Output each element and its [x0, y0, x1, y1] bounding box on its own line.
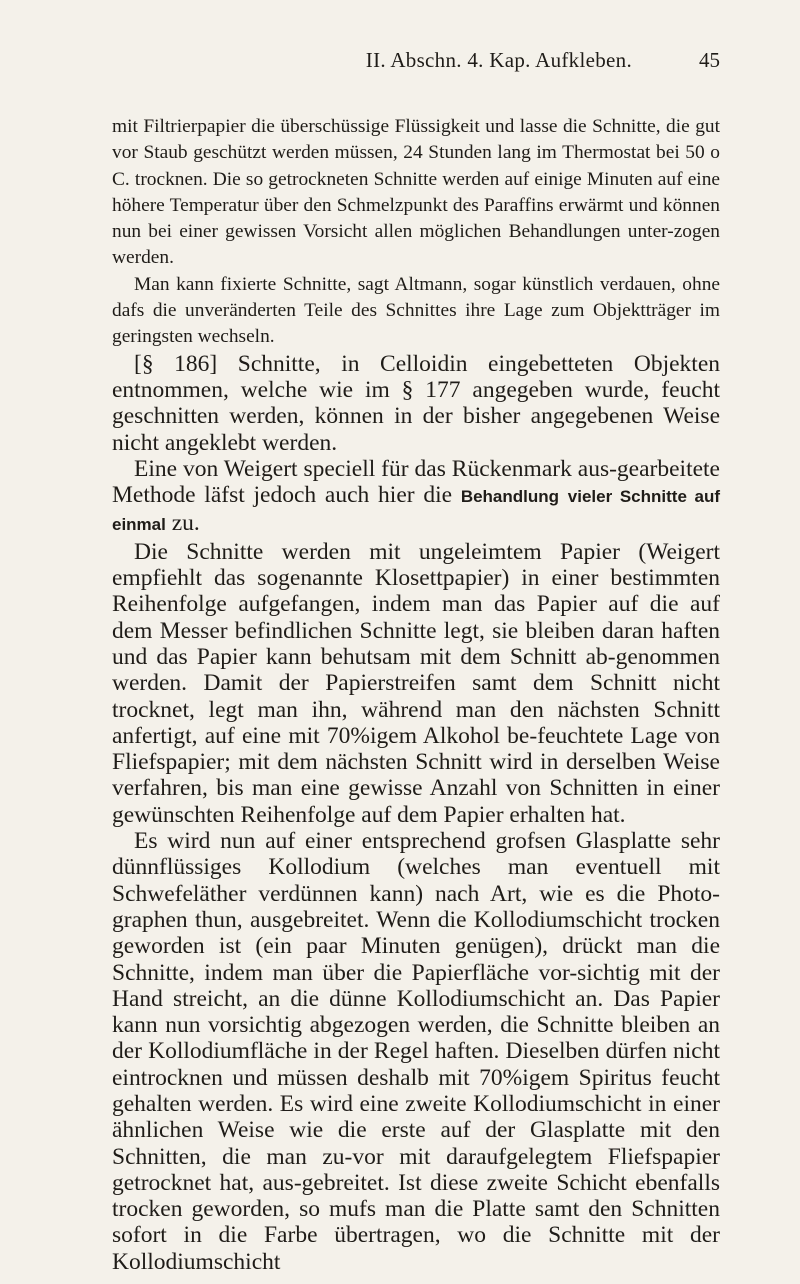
page-number: 45	[699, 48, 720, 72]
paragraph-3: [§ 186] Schnitte, in Celloidin eingebetteten Objekten entnommen, welche wie im § 177 angegeben wurde, feucht geschnitten werden, können in der bisher angegebenen Weise nicht angeklebt werden.	[112, 350, 720, 456]
emphasis-behandlung: Behandlung	[460, 487, 560, 507]
paragraph-2: Man kann fixierte Schnitte, sagt Altmann, sogar künstlich verdauen, ohne dafs die unveränderten Teile des Schnittes ihre Lage zum Objektträger im geringsten wechseln.	[112, 273, 720, 348]
emphasis-vieler-schnitte: vieler Schnitte auf einmal	[112, 487, 721, 535]
body-text	[112, 114, 720, 1275]
running-title: II. Abschn. 4. Kap. Aufkleben.	[365, 48, 632, 72]
paragraph-5: Die Schnitte werden mit ungeleimtem Papier (Weigert empfiehlt das sogenannte Klosettpapier) in einer bestimmten Reihenfolge aufgefangen, indem man das Papier auf die auf dem Messer befindlichen Schnitte legt, sie bleiben daran haften und das Papier kann behutsam mit dem Schnitt ab-genommen werden. Damit der Papierstreifen samt dem Schnitt nicht trocknet, legt man ihn, während man den nächsten Schnitt anfertigt, auf eine mit 70%igem Alkohol be-feuchtete Lage von Fliefspapier; mit dem nächsten Schnitt wird in derselben Weise verfahren, bis man eine gewisse Anzahl von Schnitten in einer gewünschten Reihenfolge auf dem Papier erhalten hat.	[112, 538, 720, 828]
paragraph-4-text: Eine von Weigert speciell für das Rückenmark aus-gearbeitete Methode läfst jedoch auch hier die	[112, 455, 720, 509]
paragraph-6: Es wird nun auf einer entsprechend grofsen Glasplatte sehr dünnflüssiges Kollodium (welches man eventuell mit Schwefeläther verdünnen kann) nach Art, wie es die Photo-graphen thun, ausgebreitet. Wenn die Kollodiumschicht trocken geworden ist (ein paar Minuten genügen), drückt man die Schnitte, indem man über die Papierfläche vor-sichtig mit der Hand streicht, an die dünne Kollodiumschicht an. Das Papier kann nun vorsichtig abgezogen werden, die Schnitte bleiben an der Kollodiumfläche in der Regel haften. Dieselben dürfen nicht eintrocknen und müssen deshalb mit 70%igem Spiritus feucht gehalten werden. Es wird eine zweite Kollodiumschicht in einer ähnlichen Weise wie die erste auf der Glasplatte mit den Schnitten, die man zu-vor mit daraufgelegtem Fliefspapier getrocknet hat, aus-gebreitet. Ist diese zweite Schicht ebenfalls trocken geworden, so mufs man die Platte samt den Schnitten sofort in die Farbe übertragen, wo die Schnitte mit der Kollodiumschicht	[112, 828, 720, 1275]
paragraph-4	[112, 456, 720, 539]
paragraph-1: mit Filtrierpapier die überschüssige Flüssigkeit und lasse die Schnitte, die gut vor Staub geschützt werden müssen, 24 Stunden lang im Thermostat bei 50 o C. trocknen. Die so getrockneten Schnitte werden auf einige Minuten auf eine höhere Temperatur über den Schmelzpunkt des Paraffins erwärmt und können nun bei einer gewissen Vorsicht allen möglichen Behandlungen unter-zogen werden.	[112, 116, 720, 269]
running-head	[110, 48, 720, 78]
paragraph-4-end: zu.	[165, 510, 200, 537]
